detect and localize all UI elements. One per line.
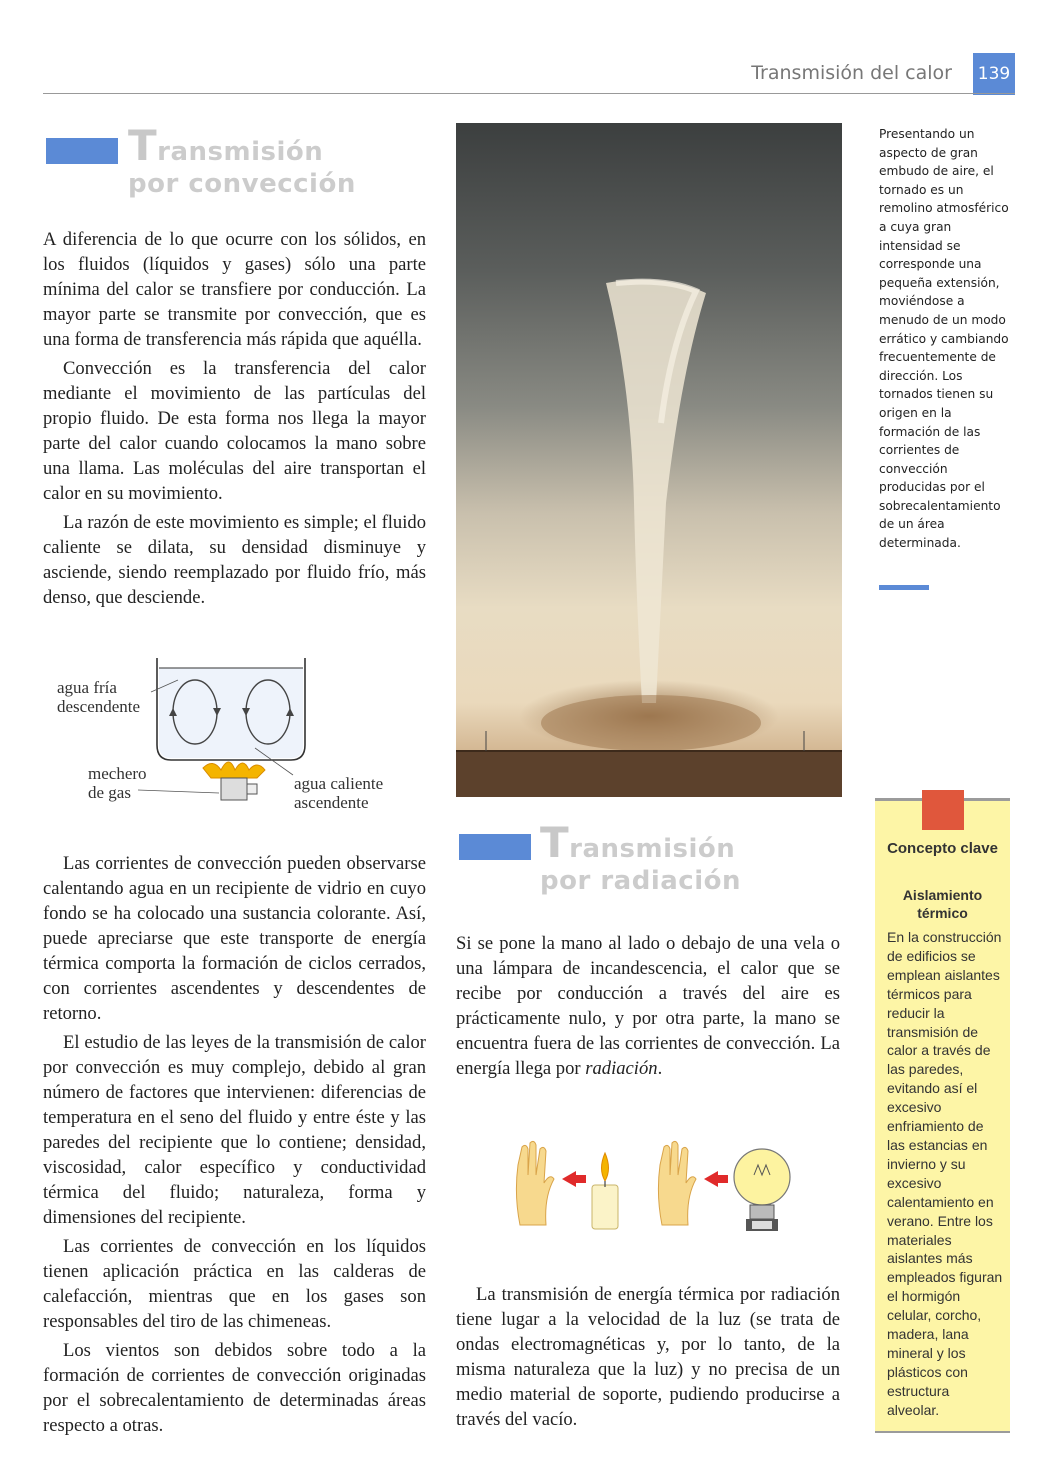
paragraph: Las corrientes de convección en los líquidos tienen aplicación práctica en las calderas de calefacción, mientras que en los gases son responsables del tiro de las chimeneas. [43,1236,426,1332]
label-cold-water: agua fría descendente [57,678,141,716]
tornado-photo [456,123,842,797]
radiation-illustration [500,1135,800,1245]
paragraph: A diferencia de lo que ocurre con los sólidos, en los fluidos (líquidos y gases) sólo una parte mínima del calor se transfiere por conducción. La mayor parte se transmite por convección, que es una forma de transferencia más rápida que aquélla. [43,229,426,350]
caption-rule [879,585,929,590]
concept-title: Concepto clave [887,840,998,857]
section1b-body [43,851,426,1442]
paragraph: Los vientos son debidos sobre todo a la formación de corrientes de convección originadas por el sobrecalentamiento de determinadas áreas respecto a otras. [43,1340,426,1436]
arrow-icon [704,1171,728,1187]
concept-term: Aislamiento térmico [902,887,983,921]
paragraph: Convección es la transferencia del calor mediante el movimiento de las partículas del propio fluido. De esta forma nos llega la mayor parte del calor cuando colocamos la mano sobre una llama. Las moléculas del aire transportan el calor en su movimiento. [43,358,426,504]
hand-candle-bulb-icons [500,1135,800,1245]
section-marker [46,138,118,164]
section-marker [459,834,531,860]
candle-icon [592,1185,618,1229]
paragraph: Si se pone la mano al lado o debajo de una vela o una lámpara de incandescencia, el calor que se recibe por conducción a través del aire es prácticamente nulo, y por otra parte, la mano se encuentra fuera de las corrientes de convección. La energía llega por radiación. [456,933,840,1079]
section2-body-2 [456,1282,840,1436]
concept-body: En la construcción de edificios se emplean aislantes térmicos para reducir la transmisión de calor a través de las paredes, evitando así el excesivo enfriamiento de las estancias en invierno y su excesivo calentamiento en verano. Entre los materiales aislantes más empleados figuran el hormigón celular, corcho, madera, lana mineral y los plásticos con estructura alveolar. [887,929,1003,1418]
convection-diagram [43,650,433,820]
header-rule [43,93,1015,94]
light-bulb-icon [734,1149,790,1205]
label-hot-water: agua caliente ascendente [294,774,384,812]
section-title-radiacion: Transmisión por radiación [540,818,741,896]
section2-body [456,931,840,1085]
section1-body [43,227,426,614]
hand-icon [658,1141,696,1225]
section-title-conveccion: Transmisión por convección [128,121,356,199]
page-number: 139 [973,53,1015,95]
paragraph: La razón de este movimiento es simple; el fluido caliente se dilata, su densidad disminuye y asciende, siendo reemplazado por fluido frío, más denso, que desciende. [43,512,426,608]
hand-icon [516,1141,554,1225]
paragraph: La transmisión de energía térmica por radiación tiene lugar a la velocidad de la luz (se trata de ondas electromagnéticas y, por lo tanto, de la misma naturaleza que la luz) y no precisa de un medio material de soporte, pudiendo producirse a través del vacío. [456,1284,840,1430]
running-header: Transmisión del calor [751,62,952,84]
photo-caption: Presentando un aspecto de gran embudo de aire, el tornado es un remolino atmosférico a cuya gran intensidad se corresponde una pequeña extensión, moviéndose a menudo de un modo errático y cambiando frecuentemente de dirección. Los tornados tienen su origen en la formación de las corrientes de convección producidas por el sobrecalentamiento de un área determinada. [879,127,1009,551]
paragraph: El estudio de las leyes de la transmisión de calor por convección es muy complejo, debido al gran número de factores que intervienen: diferencias de temperatura en el seno del fluido y entre éste y las paredes del recipiente que lo contiene; densidad, viscosidad, calor específico y conductividad térmica del fluido; naturaleza, forma y dimensiones del recipiente. [43,1032,426,1228]
paragraph: Las corrientes de convección pueden observarse calentando agua en un recipiente de vidrio en cuyo fondo se ha colocado una sustancia colorante. Así, puede apreciarse que este transporte de energía térmica comporta la formación de ciclos cerrados, con corrientes ascendentes y descendentes de retorno. [43,853,426,1024]
tornado-funnel [456,123,842,797]
label-gas-burner: mechero de gas [88,764,147,802]
concept-tab [922,790,964,830]
arrow-icon [562,1171,586,1187]
